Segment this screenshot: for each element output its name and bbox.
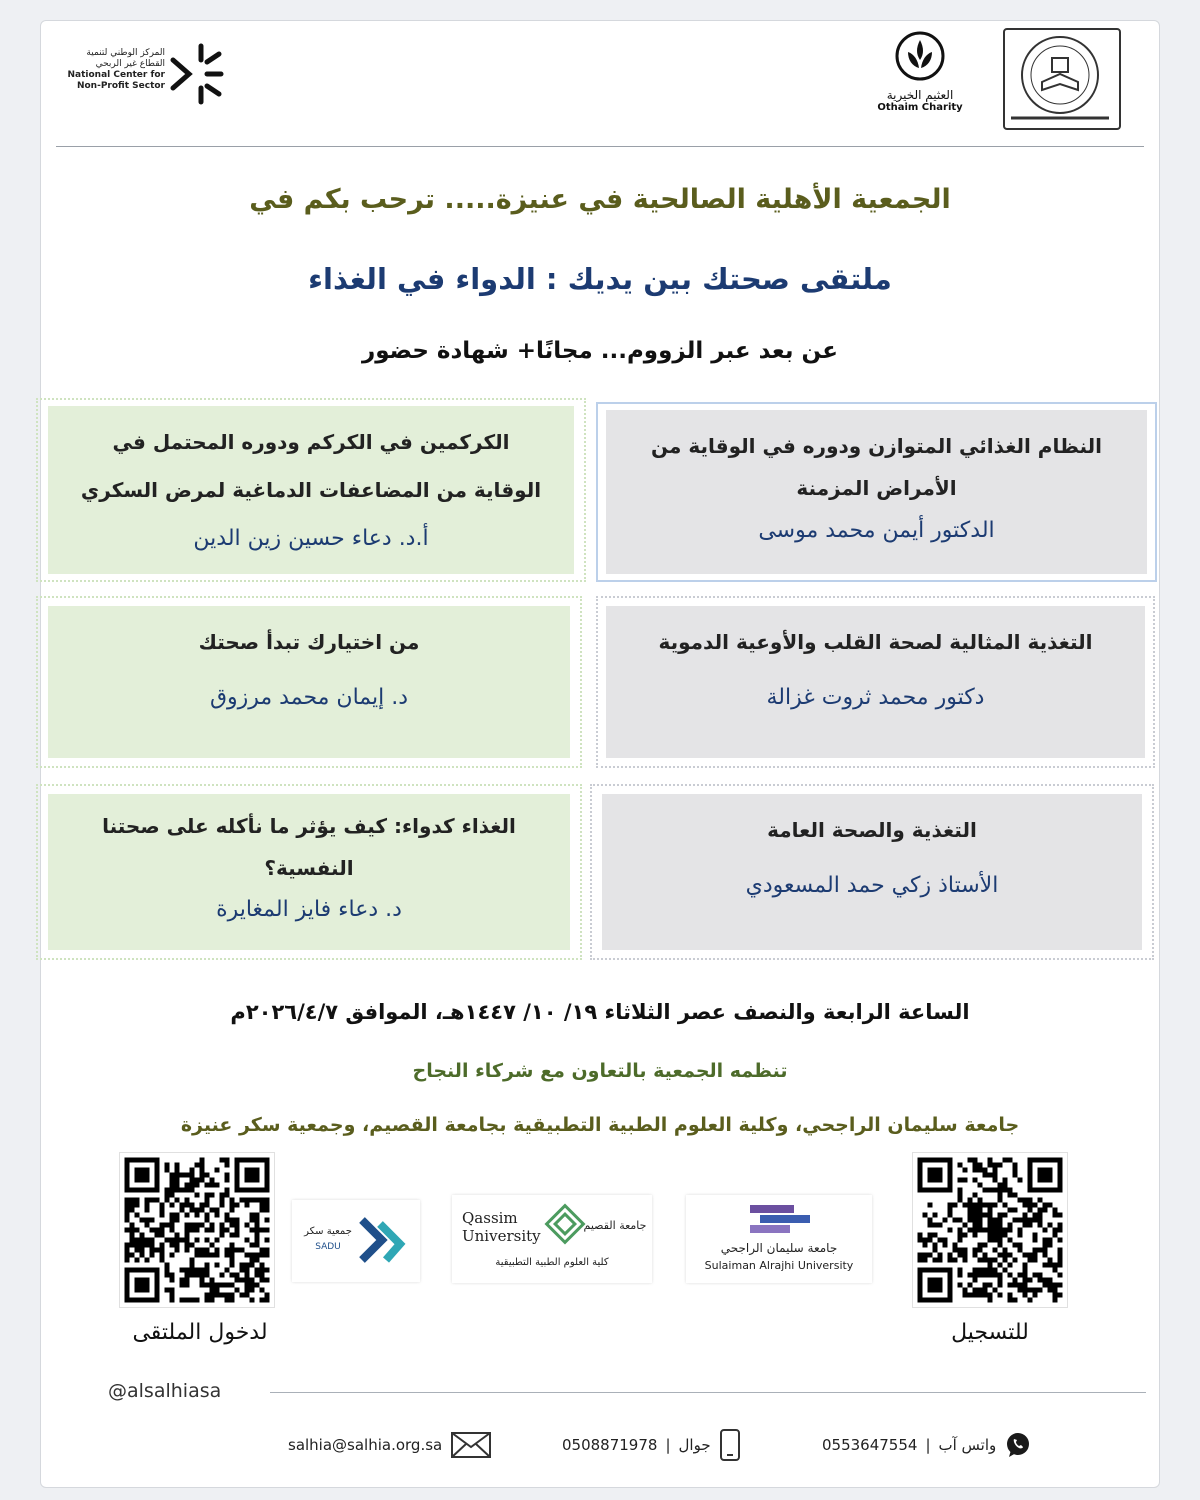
- qassim-en-2: University: [462, 1227, 541, 1245]
- event-datetime: الساعة الرابعة والنصف عصر الثلاثاء ١٩/ ١٠/ ١٤٤٧هـ، الموافق ٢٠٢٦/٤/٧م: [230, 1000, 970, 1024]
- mobile-label: جوال: [678, 1436, 711, 1454]
- session-2-topic-line1: الكركمين في الكركم ودوره المحتمل في: [112, 430, 510, 454]
- qr-code-icon: [913, 1153, 1067, 1307]
- qassim-ar-name: جامعة القصيم: [583, 1219, 647, 1232]
- forum-subtitle: عن بعد عبر الزووم... مجانًا+ شهادة حضور: [362, 338, 838, 364]
- email-contact[interactable]: [288, 1430, 492, 1460]
- qassim-university-logo: [452, 1195, 652, 1283]
- session-5-topic: التغذية والصحة العامة: [767, 818, 977, 842]
- sukkar-emblem-icon: [352, 1210, 412, 1270]
- session-card-6: [48, 794, 570, 950]
- organizer-line: تنظمه الجمعية بالتعاون مع شركاء النجاح: [412, 1060, 788, 1082]
- session-2-speaker: أ.د. دعاء حسين زين الدين: [193, 526, 429, 551]
- register-label: للتسجيل: [951, 1320, 1029, 1345]
- session-card-4: [48, 606, 570, 758]
- rajhi-en-name: Sulaiman Alrajhi University: [704, 1259, 854, 1272]
- email-text: salhia@salhia.org.sa: [288, 1436, 443, 1454]
- session-6-speaker: د. دعاء فايز المغايرة: [216, 897, 402, 922]
- session-1-speaker: الدكتور أيمن محمد موسى: [758, 518, 995, 543]
- sukkar-en-name: SADU: [315, 1242, 341, 1252]
- ncnp-en-2: Non-Profit Sector: [76, 81, 165, 91]
- mobile-phone-icon: [719, 1428, 741, 1462]
- whatsapp-number: 0553647554: [822, 1436, 918, 1454]
- ncnp-logo: [55, 42, 225, 112]
- join-label: لدخول الملتقى: [132, 1320, 268, 1345]
- ncnp-ar-1: المركز الوطني لتنمية: [86, 48, 165, 58]
- session-1-topic-line2: الأمراض المزمنة: [796, 476, 957, 500]
- session-3-topic: التغذية المثالية لصحة القلب والأوعية الدموية: [658, 630, 1093, 654]
- session-card-2: [48, 406, 574, 574]
- mobile-number: 0508871978: [562, 1436, 658, 1454]
- ncnp-mark-icon: [167, 42, 225, 106]
- header-divider: [56, 146, 1144, 147]
- othaim-emblem-icon: [894, 30, 946, 82]
- session-4-speaker: د. إيمان محمد مرزوق: [209, 685, 409, 710]
- othaim-logo: [865, 30, 975, 130]
- salhia-emblem-icon: [1005, 30, 1115, 124]
- register-qr-code[interactable]: [913, 1153, 1067, 1307]
- rajhi-university-logo: [686, 1195, 872, 1283]
- forum-title: ملتقى صحتك بين يديك : الدواء في الغذاء: [308, 262, 892, 296]
- handle-divider: [270, 1392, 1146, 1393]
- sukkar-unaizah-logo: [292, 1200, 420, 1282]
- session-3-speaker: دكتور محمد ثروت غزالة: [766, 685, 985, 710]
- session-2-topic-line2: الوقاية من المضاعفات الدماغية لمرض السكري: [80, 478, 542, 502]
- session-1-topic-line1: النظام الغذائي المتوازن ودوره في الوقاية من: [651, 434, 1102, 458]
- rajhi-ar-name: جامعة سليمان الراجحي: [720, 1241, 838, 1255]
- join-qr-code[interactable]: [120, 1153, 274, 1307]
- whatsapp-contact[interactable]: [822, 1430, 1032, 1460]
- whatsapp-icon: [1004, 1431, 1032, 1459]
- whatsapp-label: واتس آب: [938, 1436, 997, 1454]
- session-card-1: [606, 410, 1147, 574]
- envelope-icon: [450, 1431, 492, 1459]
- ncnp-text: [55, 48, 165, 92]
- qassim-college-name: كلية العلوم الطبية التطبيقية: [495, 1257, 609, 1268]
- session-6-topic-line2: النفسية؟: [264, 856, 354, 880]
- session-4-topic: من اختيارك تبدأ صحتك: [198, 630, 420, 654]
- session-card-5: [602, 794, 1142, 950]
- qassim-en-1: Qassim: [462, 1209, 518, 1227]
- salhia-logo: [1003, 28, 1121, 130]
- ncnp-ar-2: القطاع غير الربحي: [95, 59, 165, 69]
- qr-code-icon: [120, 1153, 274, 1307]
- othaim-en-name: Othaim Charity: [877, 102, 963, 113]
- session-card-3: [606, 606, 1145, 758]
- ncnp-en-1: National Center for: [67, 70, 165, 80]
- mobile-contact[interactable]: [562, 1430, 741, 1460]
- session-6-topic-line1: الغذاء كدواء: كيف يؤثر ما نأكله على صحتنا: [102, 814, 516, 838]
- whatsapp-separator: |: [925, 1436, 931, 1454]
- mobile-separator: |: [665, 1436, 671, 1454]
- sukkar-ar-name: جمعية سكر: [304, 1226, 352, 1237]
- session-5-speaker: الأستاذ زكي حمد المسعودي: [745, 873, 999, 898]
- othaim-ar-name: العثيم الخيرية: [886, 88, 954, 102]
- partners-line: جامعة سليمان الراجحي، وكلية العلوم الطبية التطبيقية بجامعة القصيم، وجمعية سكر عنيزة: [180, 1114, 1020, 1136]
- rajhi-emblem-icon: [746, 1201, 816, 1237]
- welcome-title: الجمعية الأهلية الصالحية في عنيزة..... ترحب بكم في: [249, 184, 951, 215]
- social-handle[interactable]: @alsalhiasa: [108, 1380, 222, 1402]
